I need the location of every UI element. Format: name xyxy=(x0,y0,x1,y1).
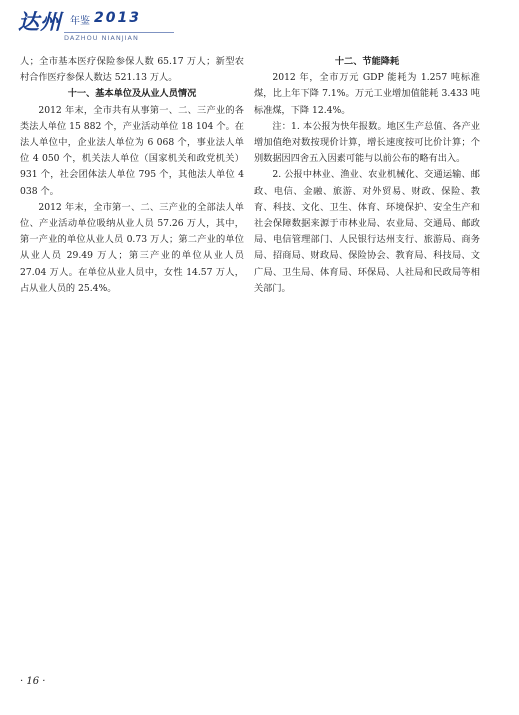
yearbook-label: 年鉴 xyxy=(70,16,90,27)
left-column xyxy=(20,54,244,297)
right-column xyxy=(254,54,480,297)
paragraph-note-1: 注：1. 本公报为快年报数。地区生产总值、各产业增加值绝对数按现价计算，增长速度按可比价计算；个别数据因四舍五入因素可能与以前公布的略有出入。 xyxy=(254,120,480,165)
continuation-paragraph: 人；全市基本医疗保险参保人数 65.17 万人；新型农村合作医疗参保人数达 521.13 万人。 xyxy=(20,56,244,84)
section-heading-energy-saving: 十二、节能降耗 xyxy=(334,56,400,67)
header-divider xyxy=(64,32,174,33)
yearbook-year: 2013 xyxy=(94,10,141,26)
paragraph-note-2: 2. 公报中林业、渔业、农业机械化、交通运输、邮政、电信、金融、旅游、对外贸易、财政、保险、教育、科技、文化、卫生、体育、环境保护、安全生产和社会保障数据来源于市林业局、农业局、交通局、邮政局、电信管理部门、人民银行达州支行、旅游局、商务局、招商局、财政局、保险协会、教育局、科技局、文广局、卫生局、体育局、环保局、人社局和民政局等相关部门。 xyxy=(254,169,480,294)
paragraph-employment: 2012 年末，全市第一、二、三产业的全部法人单位、产业活动单位吸纳从业人员 57.26 万人，其中，第一产业的单位从业人员 0.73 万人；第二产业的单位从业人员 29.49 万人；第三产业的单位从业人员 27.04 万人。在单位从业人员中，女性 14.57 万人，占从业人员的 25.4%。 xyxy=(20,201,244,294)
yearbook-pinyin: DAZHOU NIANJIAN xyxy=(64,34,139,42)
section-heading-basic-units: 十一、基本单位及从业人员情况 xyxy=(67,88,197,100)
paragraph-legal-units: 2012 年末，全市共有从事第一、二、三产业的各类法人单位 15 882 个，产业活动单位 18 104 个。在法人单位中，企业法人单位为 6 068 个，事业法人单位 4 050 个，机关法人单位（国家机关和政党机关）931 个，社会团体法人单位 795 个，其他法人单位 4 038 个。 xyxy=(20,104,244,197)
page-number: · 16 · xyxy=(20,676,46,687)
paragraph-energy-consumption: 2012 年，全市万元 GDP 能耗为 1.257 吨标准煤，比上年下降 7.1%。万元工业增加值能耗 3.433 吨标准煤，下降 12.4%。 xyxy=(254,72,480,116)
page-header xyxy=(18,6,318,48)
yearbook-brand: 达州 xyxy=(18,10,62,34)
